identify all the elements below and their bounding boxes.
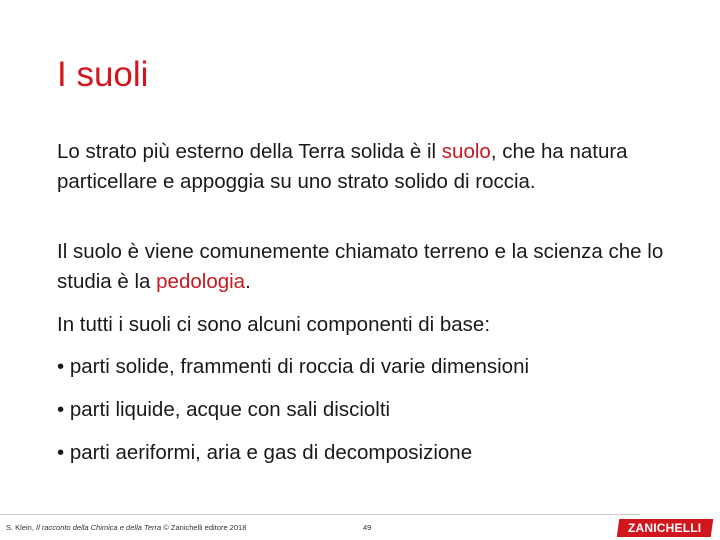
paragraph-text: Il suolo è viene comunemente chiamato terreno e la scienza che lo studia è la [57, 240, 664, 293]
paragraph-pedology [57, 237, 667, 297]
slide-title: I suoli [57, 55, 149, 94]
page-number: 49 [363, 523, 372, 532]
footer-credit [6, 523, 246, 532]
footer-book-title: Il racconto della Chimica e della Terra [36, 523, 162, 532]
bullet-item: • parti solide, frammenti di roccia di varie dimensioni [57, 355, 530, 378]
footer-publisher: © Zanichelli editore 2018 [161, 523, 247, 532]
logo-text: ZANICHELLI [628, 521, 702, 535]
paragraph-text: . [245, 270, 251, 293]
highlight-term-pedologia: pedologia [156, 270, 246, 293]
bullet-item: • parti liquide, acque con sali disciolti [57, 398, 391, 421]
paragraph-text: Lo strato più esterno della Terra solida è il [57, 140, 442, 163]
highlight-term-suolo: suolo [441, 140, 491, 163]
bullet-item: • parti aeriformi, aria e gas di decomposizione [57, 441, 473, 464]
footer-divider [0, 514, 640, 515]
paragraph-soil-definition [57, 137, 667, 197]
paragraph-components-intro: In tutti i suoli ci sono alcuni componenti di base: [57, 313, 491, 336]
footer-author: S. Klein, [6, 523, 37, 532]
zanichelli-logo [617, 519, 714, 537]
paragraph-text: , che ha natura particellare e appoggia su uno strato solido di roccia. [57, 140, 628, 193]
